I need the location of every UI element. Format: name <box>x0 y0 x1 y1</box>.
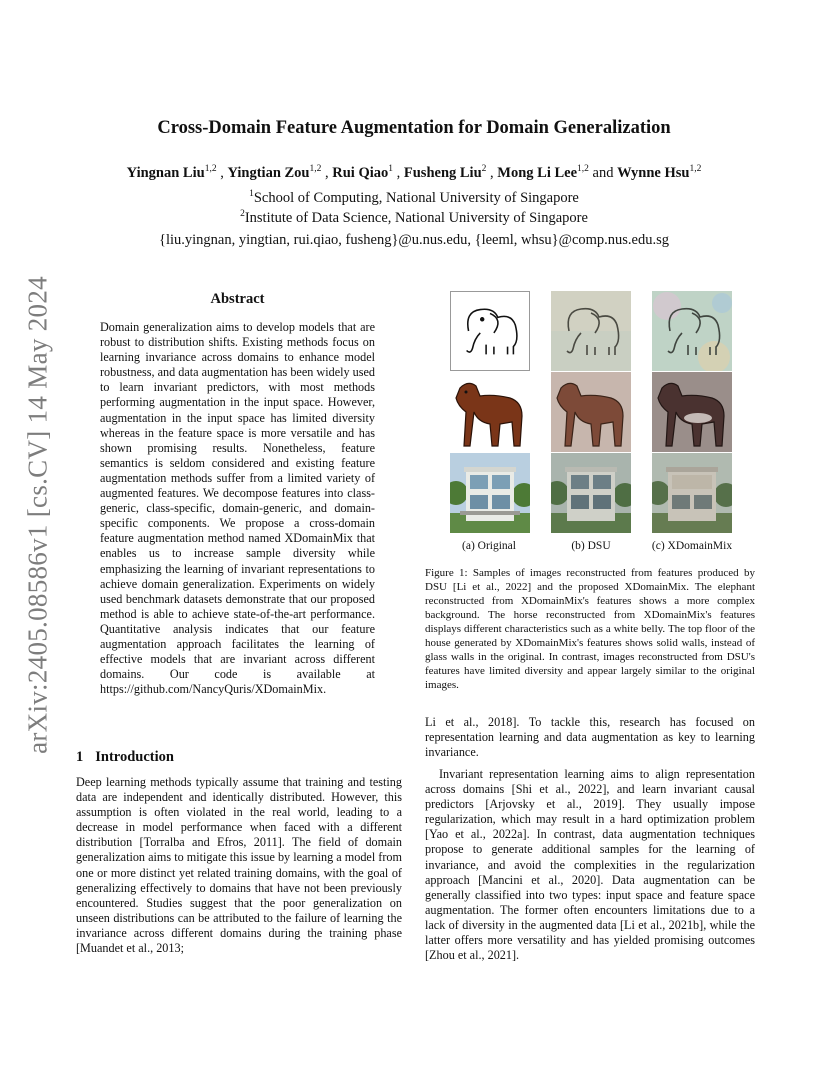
horse-original-image <box>450 372 530 452</box>
author-name: Fusheng Liu <box>403 164 482 181</box>
abstract-body: Domain generalization aims to develop models that are robust to distribution shifts. Existing methods focus on learning invariance across domains to enhance model robustness, and data augmentation has been widely used to learn invariant predictors, with most methods performing augmentation in the input space. However, augmentation in the input space has limited diversity whereas in the feature space is more versatile and has shown promising results. Nonetheless, feature semantics is seldom considered and existing feature augmentation methods suffer from a limited variety of augmented features. We decompose features into class-generic, class-specific, domain-generic, and domain-specific components. We propose a cross-domain feature augmentation method named XDomainMix that enables us to increase sample diversity while emphasizing the learning of invariant representations to achieve domain generalization. Experiments on widely used benchmark datasets demonstrate that our proposed method is able to achieve state-of-the-art performance. Quantitative analysis indicates that our feature augmentation approach facilitates the learning of effective models that are invariant across different domains. Our code is available at https://github.com/NancyQuris/XDomainMix. <box>100 320 375 697</box>
affiliation-1 <box>0 189 828 207</box>
author-affil: 1,2 <box>689 164 702 174</box>
author-name: Rui Qiao <box>332 164 389 181</box>
affiliation-mark: 2 <box>240 209 245 219</box>
figure-label-dsu: (b) DSU <box>571 540 611 552</box>
right-paragraph-1: Li et al., 2018]. To tackle this, research has focused on representation learning and data augmentation as key to learning invariance. <box>425 715 755 760</box>
affiliation-mark: 1 <box>249 189 254 199</box>
elephant-dsu-image <box>551 291 631 371</box>
author-affil: 1 <box>388 164 393 174</box>
author-affil: 1,2 <box>204 164 217 174</box>
section-title: Introduction <box>95 749 174 765</box>
right-paragraph-2: Invariant representation learning aims to align representation across domains [Shi et al., 2022], and learn invariant causal predictors [Arjovsky et al., 2019]. They usually impose regularization, which may result in a hard optimization problem [Yao et al., 2022a]. In contrast, data augmentation techniques propose to generate additional samples for the learning of invariance, and avoid the complexities in the regularization approach [Mancini et al., 2020]. Data augmentation can be generally classified into two types: input space and feature space augmentation. The former often encounters limitations due to a lack of diversity in the augmented data [Li et al., 2021b], while the latter offers more versatility and has yielded promising outcomes [Zhou et al., 2021]. <box>425 767 755 963</box>
affiliation-2 <box>0 209 828 227</box>
author-sep: and <box>588 164 618 181</box>
figure-caption: Figure 1: Samples of images reconstructed from features produced by DSU [Li et al., 2022] and the proposed XDomainMix. The elephant reconstructed from XDomainMix's features shows a more complex background. The horse reconstructed from XDomainMix's features displays different characteristics such as a white belly. The top floor of the house generated by XDomainMix's features shows solid walls, instead of glass walls in the original. In contrast, images reconstructed from DSU's features have limited diversity and appear largely similar to the original images. <box>425 567 755 691</box>
author-sep: , <box>393 164 404 181</box>
author-sep: , <box>216 164 228 181</box>
elephant-original-image <box>450 291 530 371</box>
figure-label-xdomainmix: (c) XDomainMix <box>651 540 733 552</box>
author-name: Yingtian Zou <box>227 164 310 181</box>
horse-dsu-image <box>551 372 631 452</box>
author-affil: 1,2 <box>309 164 322 174</box>
elephant-xdomainmix-image <box>652 291 732 371</box>
author-sep: , <box>486 164 498 181</box>
section-heading <box>76 749 174 766</box>
affiliation-text: Institute of Data Science, National University of Singapore <box>244 209 588 226</box>
author-sep: , <box>321 164 333 181</box>
abstract-heading: Abstract <box>210 291 265 307</box>
arxiv-identifier: arXiv:2405.08586v1 [cs.CV] 14 May 2024 <box>22 276 53 754</box>
arxiv-sidebar <box>18 270 58 760</box>
house-xdomainmix-image <box>652 453 732 533</box>
paper-title: Cross-Domain Feature Augmentation for Domain Generalization <box>157 118 671 138</box>
intro-body: Deep learning methods typically assume that training and testing data are independent and identically distributed. However, this assumption is often violated in the real world, leading to a decrease in model performance when faced with a different distribution [Torralba and Efros, 2011]. The field of domain generalization aims to mitigate this issue by learning a model from one or more distinct yet related training domains, with the goal of generalizing effectively to domains that have not been previously encountered. Studies suggest that the poor generalization on unseen distributions can be attributed to the failure of learning the invariance across different domains during the training phase [Muandet et al., 2013; <box>76 775 402 956</box>
author-name: Yingnan Liu <box>126 164 205 181</box>
house-original-image <box>450 453 530 533</box>
emails: {liu.yingnan, yingtian, rui.qiao, fusheng}@u.nus.edu, {leeml, whsu}@comp.nus.edu.sg <box>158 232 670 248</box>
author-name: Wynne Hsu <box>617 164 690 181</box>
figure-label-original: (a) Original <box>462 540 516 552</box>
house-dsu-image <box>551 453 631 533</box>
author-list <box>0 164 828 182</box>
email-line <box>0 232 828 249</box>
section-number: 1 <box>76 749 84 765</box>
affiliation-text: School of Computing, National University of Singapore <box>253 189 579 206</box>
horse-xdomainmix-image <box>652 372 732 452</box>
author-affil: 2 <box>481 164 487 174</box>
author-name: Mong Li Lee <box>497 164 578 181</box>
author-affil: 1,2 <box>577 164 589 174</box>
